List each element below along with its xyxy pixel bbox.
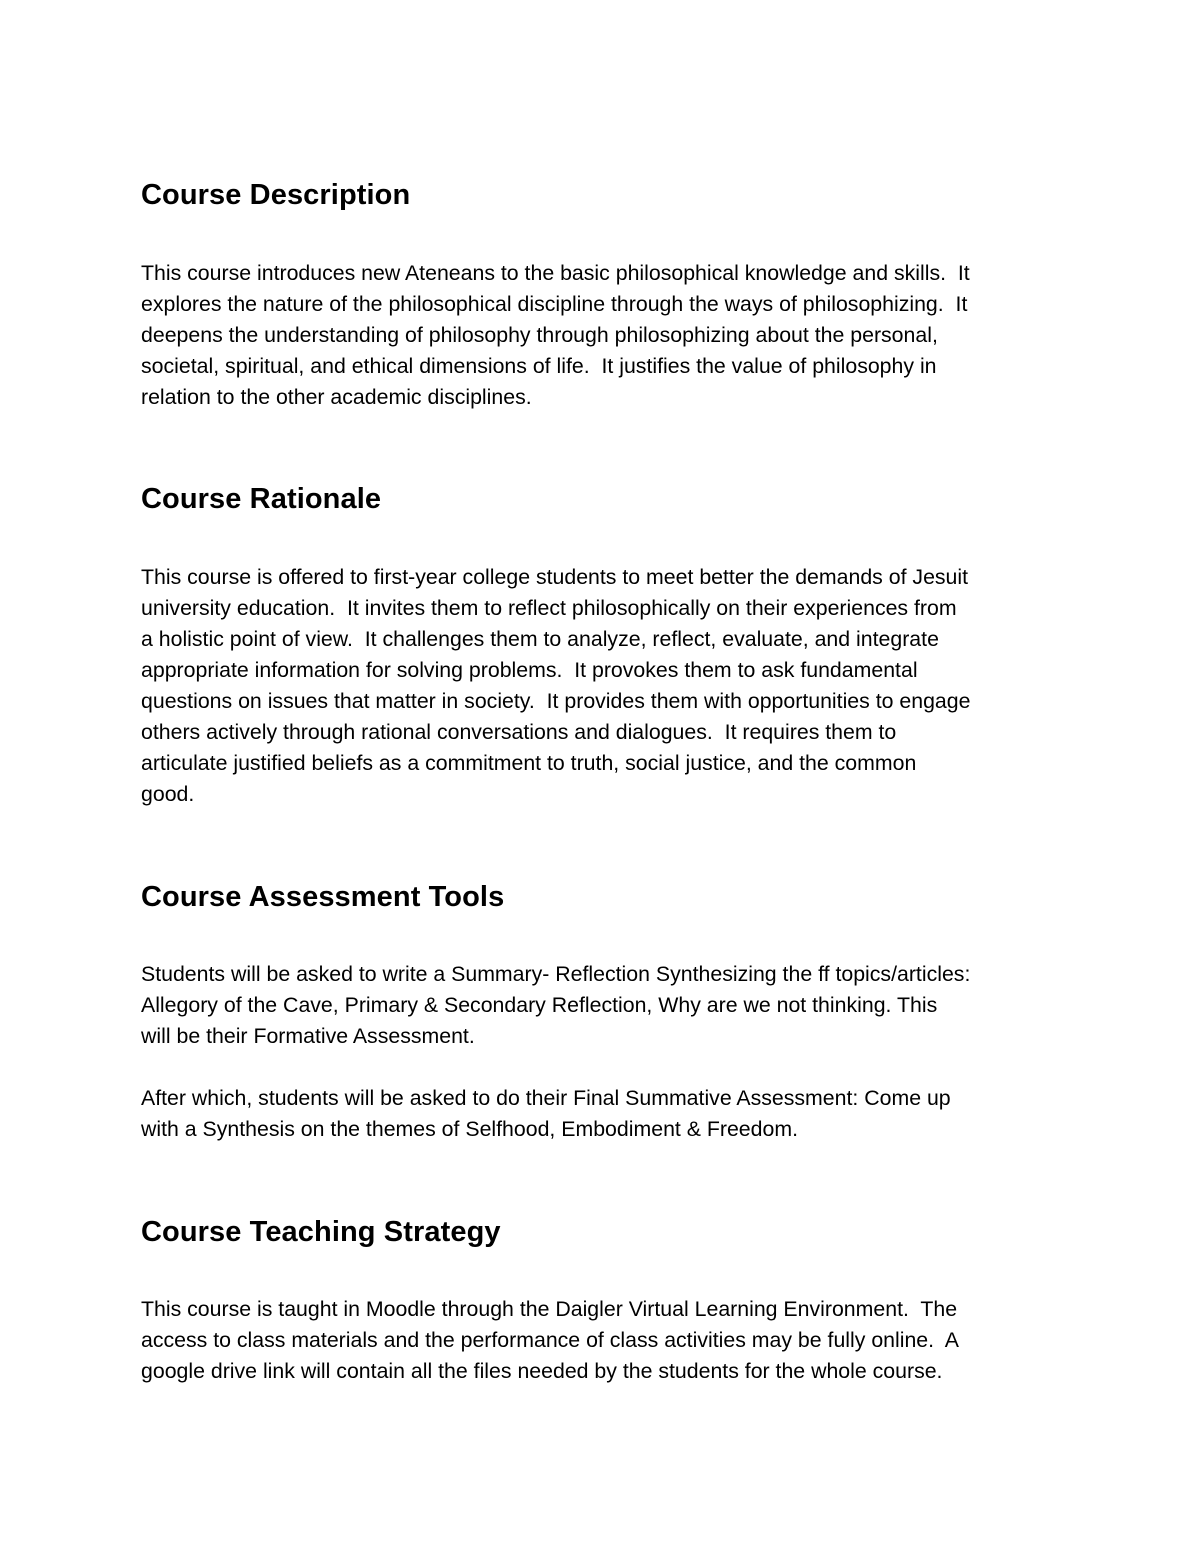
- course-assessment-tools-line: with a Synthesis on the themes of Selfhood, Embodiment & Freedom.: [141, 1117, 799, 1141]
- course-teaching-strategy-heading: Course Teaching Strategy: [141, 1216, 501, 1248]
- course-assessment-tools-line: Students will be asked to write a Summary- Reflection Synthesizing the ff topics/articles:: [141, 962, 971, 986]
- course-description-line: relation to the other academic disciplines.: [141, 385, 532, 409]
- course-rationale-line: good.: [141, 782, 195, 806]
- course-assessment-tools-line: Allegory of the Cave, Primary & Secondary Reflection, Why are we not thinking. This: [141, 993, 938, 1017]
- course-description-line: societal, spiritual, and ethical dimensions of life. It justifies the value of philosophy in: [141, 354, 937, 378]
- course-rationale-line: appropriate information for solving problems. It provokes them to ask fundamental: [141, 658, 918, 682]
- course-assessment-tools-line: will be their Formative Assessment.: [141, 1024, 475, 1048]
- course-rationale-line: a holistic point of view. It challenges them to analyze, reflect, evaluate, and integrate: [141, 627, 939, 651]
- course-description-line: This course introduces new Ateneans to the basic philosophical knowledge and skills. It: [141, 261, 970, 285]
- course-assessment-tools-heading: Course Assessment Tools: [141, 881, 505, 913]
- course-rationale-line: university education. It invites them to reflect philosophically on their experiences from: [141, 596, 957, 620]
- course-rationale-line: others actively through rational conversations and dialogues. It requires them to: [141, 720, 897, 744]
- course-teaching-strategy-line: google drive link will contain all the files needed by the students for the whole course.: [141, 1359, 943, 1383]
- course-description-line: explores the nature of the philosophical discipline through the ways of philosophizing. It: [141, 292, 968, 316]
- course-description-heading: Course Description: [141, 179, 411, 211]
- course-teaching-strategy-line: access to class materials and the performance of class activities may be fully online. A: [141, 1328, 959, 1352]
- course-teaching-strategy-line: This course is taught in Moodle through the Daigler Virtual Learning Environment. The: [141, 1297, 958, 1321]
- course-rationale-line: questions on issues that matter in society. It provides them with opportunities to engage: [141, 689, 971, 713]
- course-assessment-tools-line: After which, students will be asked to do their Final Summative Assessment: Come up: [141, 1086, 951, 1110]
- course-description-line: deepens the understanding of philosophy through philosophizing about the personal,: [141, 323, 938, 347]
- course-rationale-heading: Course Rationale: [141, 483, 382, 515]
- course-rationale-line: articulate justified beliefs as a commitment to truth, social justice, and the common: [141, 751, 917, 775]
- course-rationale-line: This course is offered to first-year college students to meet better the demands of Jesuit: [141, 565, 969, 589]
